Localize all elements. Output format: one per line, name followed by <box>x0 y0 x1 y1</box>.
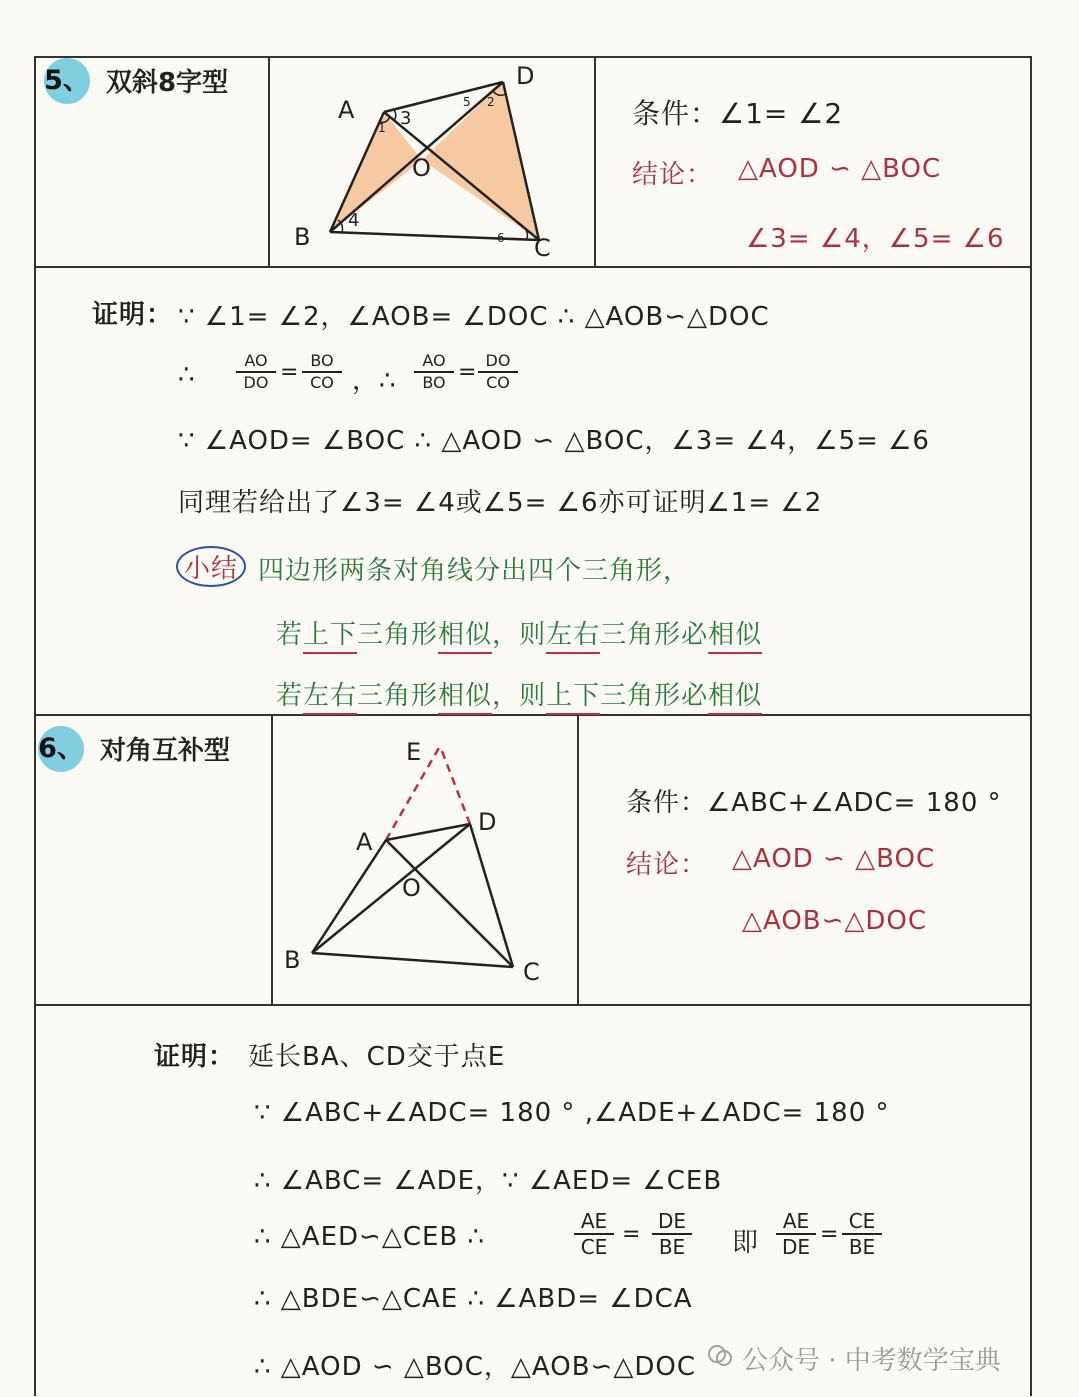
angle-label-2: 2 <box>487 95 495 109</box>
fraction-numerator: AO <box>414 352 454 373</box>
row6-hline <box>34 1004 1032 1006</box>
wechat-logo-icon <box>706 1342 734 1370</box>
fraction-numerator: AO <box>236 352 276 373</box>
fraction-denominator: CO <box>310 373 334 392</box>
proof-label: 证明： <box>92 300 174 330</box>
point-label-b: B <box>284 946 301 974</box>
equals-sign: = <box>280 360 299 385</box>
fraction-denominator: DE <box>781 1235 811 1259</box>
fraction-denominator: BO <box>422 373 446 392</box>
proof-line-2: ∵ ∠ABC+∠ADC= 180 ° ,∠ADE+∠ADC= 180 ° <box>254 1098 890 1128</box>
proof-line-5: ∴ △BDE∽△CAE ∴ ∠ABD= ∠DCA <box>254 1284 693 1314</box>
fraction-ae-ce <box>574 1210 614 1258</box>
point-label-e: E <box>406 738 422 766</box>
angle-arc-6 <box>526 230 528 240</box>
angle-label-3: 3 <box>400 108 412 129</box>
point-label-a: A <box>356 828 373 856</box>
section-divider <box>34 714 1032 716</box>
fraction-numerator: BO <box>302 352 342 373</box>
summary-line-1: 四边形两条对角线分出四个三角形， <box>258 556 691 586</box>
proof-line-2-mid: ，∴ <box>352 366 397 396</box>
row5-hline <box>34 266 1032 268</box>
section-number-badge: 6、 <box>38 726 84 772</box>
summary-line-3: 若左右三角形相似，则上下三角形必相似 <box>276 675 762 712</box>
proof-line-6: ∴ △AOD ∽ △BOC，△AOB∽△DOC <box>254 1352 696 1382</box>
summary-label: 小结 <box>176 546 246 587</box>
conclusion-similar-triangles: △AOD ∽ △BOC <box>738 154 942 184</box>
fraction-ao-bo <box>414 352 454 392</box>
row5-divider-1 <box>268 56 270 268</box>
segment-bc <box>330 232 539 240</box>
conclusion-equal-angles: ∠3= ∠4，∠5= ∠6 <box>746 224 1005 254</box>
conclusion-similar-triangles-1: △AOD ∽ △BOC <box>732 844 936 874</box>
fraction-numerator: DO <box>478 352 518 373</box>
table-border-top <box>34 56 1032 58</box>
equals-sign: = <box>458 360 477 385</box>
section-title: 双斜8字型 <box>106 68 229 98</box>
fraction-numerator: DE <box>652 1210 692 1235</box>
fraction-ae-de <box>776 1210 816 1258</box>
angle-label-4: 4 <box>348 210 360 231</box>
conclusion-similar-triangles-2: △AOB∽△DOC <box>742 906 928 936</box>
proof-label: 证明： <box>154 1042 236 1072</box>
point-label-o: O <box>412 154 431 182</box>
section-title: 对角互补型 <box>100 736 231 766</box>
extension-de-dashed <box>440 746 470 824</box>
point-label-a: A <box>338 96 355 124</box>
proof-line-3: ∴ ∠ABC= ∠ADE，∵ ∠AED= ∠CEB <box>254 1166 723 1196</box>
segment-ab <box>312 840 386 953</box>
fraction-numerator: CE <box>842 1210 882 1235</box>
watermark-text: 公众号 · 中考数学宝典 <box>742 1346 1001 1376</box>
conclusion-label: 结论： <box>626 850 708 880</box>
fraction-denominator: CE <box>580 1235 608 1259</box>
fraction-denominator: CO <box>486 373 510 392</box>
point-label-d: D <box>478 808 497 836</box>
section-number-badge: 5、 <box>44 58 90 104</box>
proof-line-4-start: ∴ △AED∽△CEB ∴ <box>254 1222 486 1252</box>
angle-label-6: 6 <box>497 231 505 245</box>
summary-line-2: 若上下三角形相似，则左右三角形必相似 <box>276 614 762 651</box>
supplementary-opposite-angles-diagram <box>280 724 572 1000</box>
proof-line-2-therefore: ∴ <box>178 360 196 390</box>
fraction-numerator: AE <box>776 1210 816 1235</box>
condition-text: 条件：∠ABC+∠ADC= 180 ° <box>626 788 1002 818</box>
point-label-d: D <box>516 62 535 90</box>
point-label-b: B <box>294 223 311 251</box>
angle-label-1: 1 <box>378 121 386 135</box>
segment-bc <box>312 953 513 967</box>
equals-sign: = <box>622 1222 641 1247</box>
row5-divider-2 <box>594 56 596 268</box>
table-border-right <box>1030 56 1032 1396</box>
fraction-denominator: DO <box>243 373 269 392</box>
conclusion-label: 结论： <box>632 160 714 190</box>
fraction-do-co <box>478 352 518 392</box>
proof-line-3: ∵ ∠AOD= ∠BOC ∴ △AOD ∽ △BOC，∠3= ∠4，∠5= ∠6 <box>178 426 930 456</box>
fraction-de-be <box>652 1210 692 1258</box>
point-label-o: O <box>402 874 421 902</box>
point-label-c: C <box>523 958 540 986</box>
double-oblique-figure-8-diagram <box>280 60 585 265</box>
row6-divider-2 <box>577 714 579 1006</box>
fraction-denominator: BE <box>658 1235 686 1259</box>
fraction-numerator: AE <box>574 1210 614 1235</box>
equals-sign: = <box>820 1222 839 1247</box>
proof-line-4: 同理若给出了∠3= ∠4或∠5= ∠6亦可证明∠1= ∠2 <box>178 488 823 518</box>
fraction-bo-co <box>302 352 342 392</box>
fraction-ce-be <box>842 1210 882 1258</box>
row6-divider-1 <box>271 714 273 1006</box>
angle-label-5: 5 <box>463 95 471 109</box>
proof-line-1: 延长BA、CD交于点E <box>248 1042 506 1072</box>
segment-ad <box>386 824 470 840</box>
proof-line-1: ∵ ∠1= ∠2，∠AOB= ∠DOC ∴ △AOB∽△DOC <box>178 302 770 332</box>
point-label-c: C <box>534 234 551 262</box>
table-border-left <box>34 56 36 1396</box>
condition-text: 条件：∠1= ∠2 <box>632 97 844 130</box>
fraction-denominator: BE <box>848 1235 876 1259</box>
proof-line-4-ji: 即 <box>732 1228 760 1258</box>
fraction-ao-do <box>236 352 276 392</box>
